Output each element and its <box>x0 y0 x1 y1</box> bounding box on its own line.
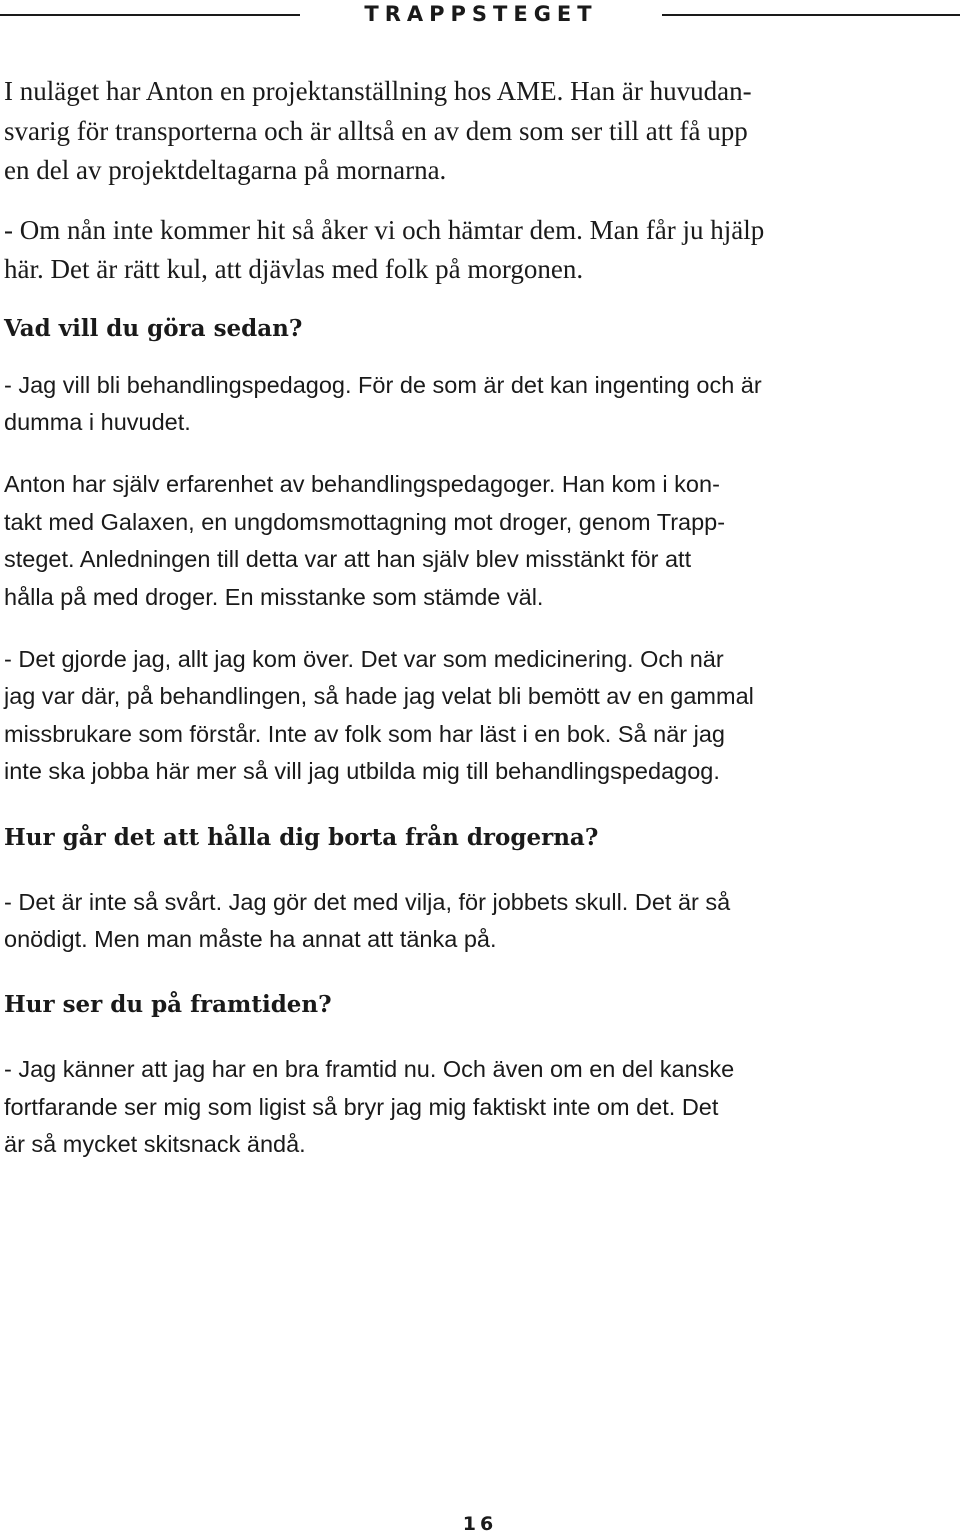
text-line: är så mycket skitsnack ändå. <box>4 1131 306 1158</box>
text-line: Anton har själv erfarenhet av behandlingspedagoger. Han kom i kon- <box>4 471 720 498</box>
text-line: en del av projektdeltagarna på mornarna. <box>4 155 447 185</box>
header-rule-left <box>0 14 300 16</box>
text-line: fortfarande ser mig som ligist så bryr jag mig faktiskt inte om det. Det <box>4 1093 719 1120</box>
text-line: här. Det är rätt kul, att djävlas med folk på morgonen. <box>4 254 584 284</box>
header-rule-right <box>662 14 960 16</box>
paragraph-intro <box>4 72 956 191</box>
text-line: - Det är inte så svårt. Jag gör det med vilja, för jobbets skull. Det är så <box>4 888 731 915</box>
interview-question: Hur går det att hålla dig borta från drogerna? <box>4 823 599 851</box>
interview-question: Hur ser du på framtiden? <box>4 991 332 1019</box>
text-line: hålla på med droger. En misstanke som stämde väl. <box>4 583 544 610</box>
paragraph-answer-staying-clean <box>4 884 956 959</box>
text-line: - Jag känner att jag har en bra framtid nu. Och även om en del kanske <box>4 1056 735 1083</box>
text-line: I nuläget har Anton en projektanställning hos AME. Han är huvudan- <box>4 76 752 106</box>
paragraph-answer-drugs <box>4 641 956 791</box>
text-line: svarig för transporterna och är alltså en av dem som ser till att få upp <box>4 115 748 146</box>
paragraph-answer-future <box>4 1051 956 1163</box>
text-line: inte ska jobba här mer så vill jag utbilda mig till behandlingspedagog. <box>4 758 720 785</box>
text-line: steget. Anledningen till detta var att han själv blev misstänkt för att <box>4 546 692 573</box>
text-line: - Det gjorde jag, allt jag kom över. Det var som medicinering. Och när <box>4 645 724 672</box>
text-line: onödigt. Men man måste ha annat att tänka på. <box>4 925 497 952</box>
interview-question: Vad vill du göra sedan? <box>4 314 303 342</box>
text-line: takt med Galaxen, en ungdomsmottagning mot droger, genom Trapp- <box>4 508 726 535</box>
text-line: jag var där, på behandlingen, så hade jag velat bli bemött av en gammal <box>4 683 754 710</box>
page-number: 16 <box>462 1513 498 1535</box>
text-line: missbrukare som förstår. Inte av folk som har läst i en bok. Så när jag <box>4 720 725 747</box>
paragraph-quote-morning <box>4 211 956 290</box>
text-line: - Jag vill bli behandlingspedagog. För de som är det kan ingenting och är <box>4 371 762 398</box>
text-line: - Om nån inte kommer hit så åker vi och hämtar dem. Man får ju hjälp <box>4 214 765 245</box>
article-body <box>4 72 956 1164</box>
paragraph-background <box>4 466 956 616</box>
text-line: dumma i huvudet. <box>4 408 191 435</box>
running-header-title: TRAPPSTEGET <box>364 2 598 26</box>
paragraph-answer-future-job <box>4 367 956 442</box>
running-header <box>0 0 960 30</box>
